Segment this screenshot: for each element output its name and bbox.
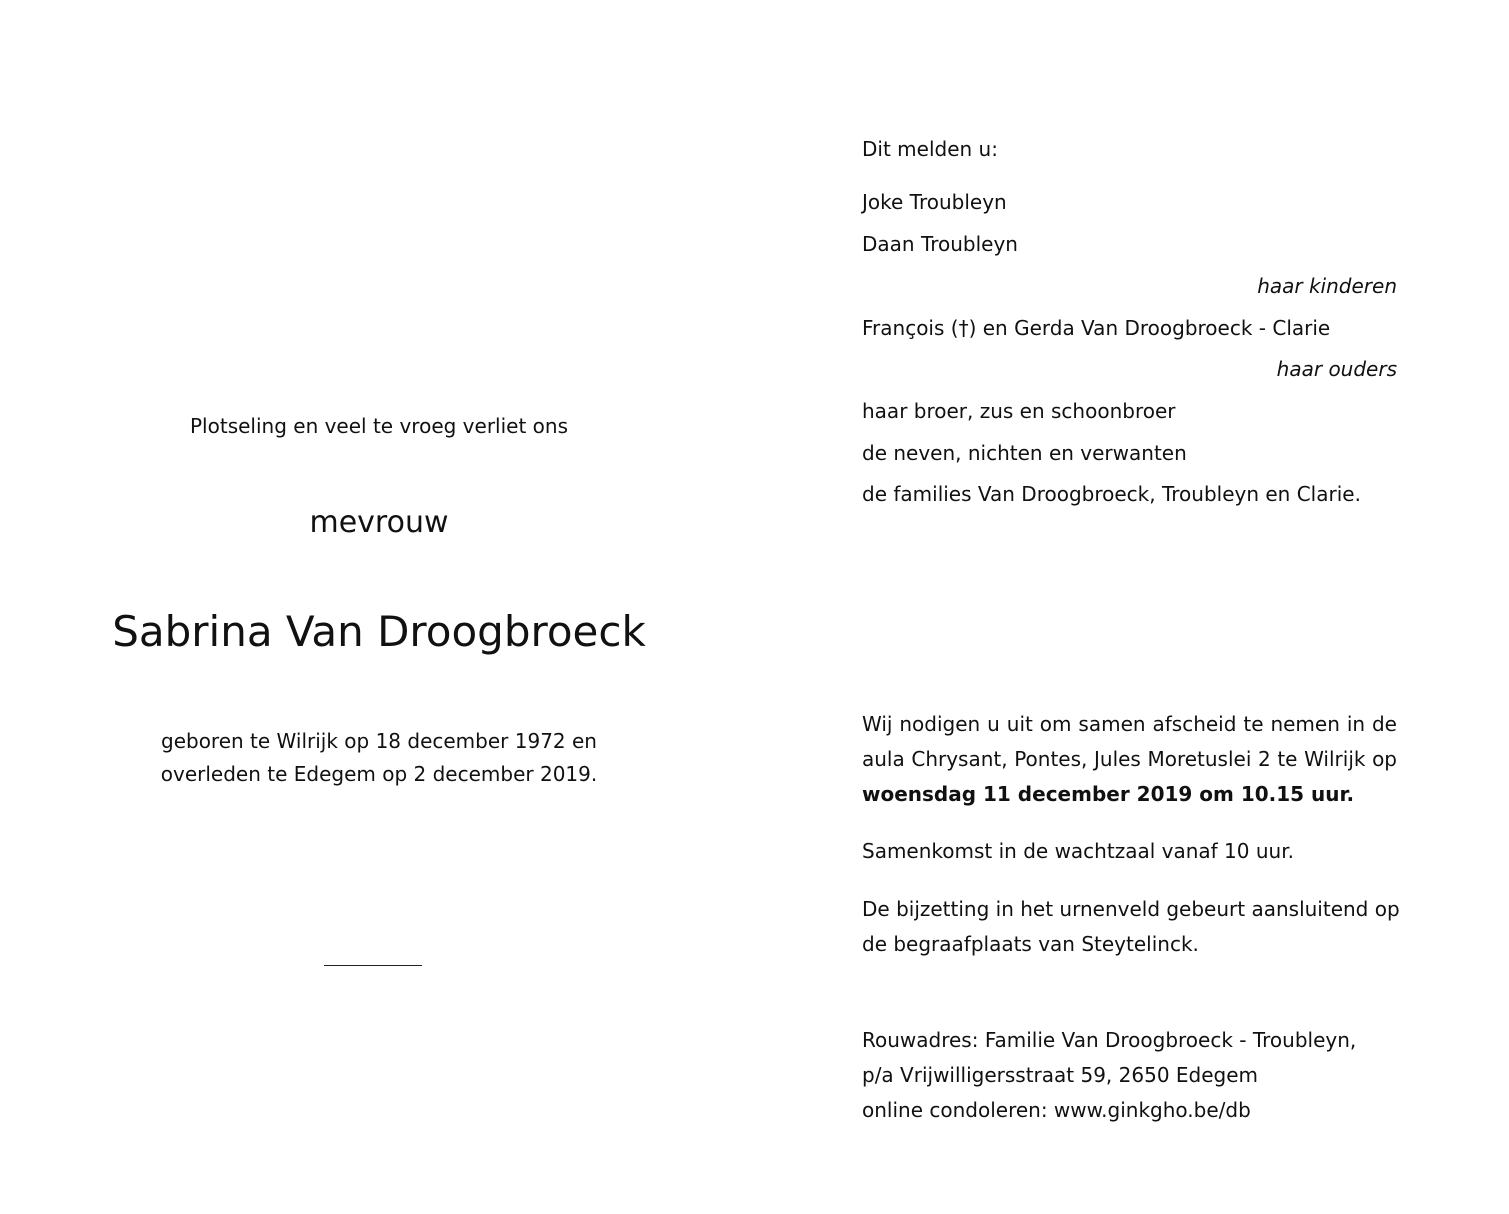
child-name: Joke Troubleyn — [862, 190, 1007, 214]
family-line: de neven, nichten en verwanten — [862, 441, 1187, 465]
parents-names: François (†) en Gerda Van Droogbroeck - Clarie — [862, 316, 1331, 340]
mourning-address-street: p/a Vrijwilligersstraat 59, 2650 Edegem — [862, 1063, 1259, 1087]
honorific: mevrouw — [309, 505, 449, 540]
burial-line: de begraafplaats van Steytelinck. — [862, 932, 1199, 956]
invitation-line: Wij nodigen u uit om samen afscheid te nemen in de — [862, 712, 1397, 736]
invitation-line: aula Chrysant, Pontes, Jules Moretuslei 2 te Wilrijk op — [862, 747, 1397, 771]
intro-text: Plotseling en veel te vroeg verliet ons — [190, 414, 568, 438]
announcement-text: Dit melden u: — [862, 137, 998, 161]
birth-line: geboren te Wilrijk op 18 december 1972 en — [161, 729, 597, 753]
mourning-address: Rouwadres: Familie Van Droogbroeck - Troubleyn, — [862, 1028, 1357, 1052]
parents-label: haar ouders — [1276, 357, 1397, 381]
online-condolence: online condoleren: www.ginkgho.be/db — [862, 1098, 1251, 1122]
ceremony-datetime: woensdag 11 december 2019 om 10.15 uur. — [862, 782, 1355, 806]
burial-line: De bijzetting in het urnenveld gebeurt aansluitend op — [862, 897, 1400, 921]
gathering-text: Samenkomst in de wachtzaal vanaf 10 uur. — [862, 839, 1294, 863]
family-line: de families Van Droogbroeck, Troubleyn en Clarie. — [862, 482, 1361, 506]
divider-line — [324, 965, 422, 966]
death-line: overleden te Edegem op 2 december 2019. — [160, 762, 598, 786]
deceased-name: Sabrina Van Droogbroeck — [112, 607, 646, 656]
child-name: Daan Troubleyn — [862, 232, 1018, 256]
family-line: haar broer, zus en schoonbroer — [862, 399, 1176, 423]
children-label: haar kinderen — [1257, 274, 1397, 298]
